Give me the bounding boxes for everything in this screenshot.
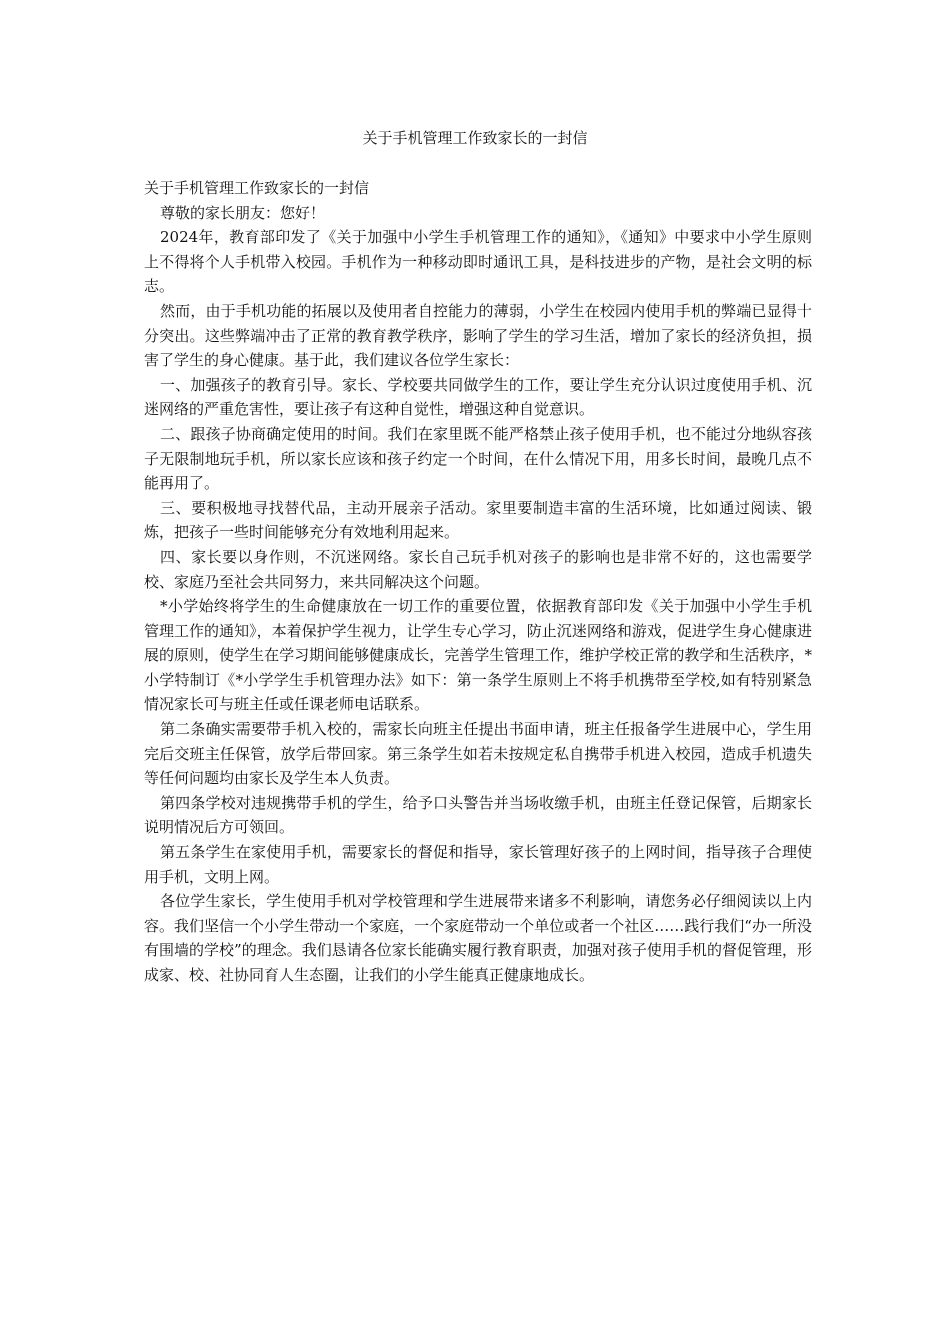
paragraph-school-policy: *小学始终将学生的生命健康放在一切工作的重要位置，依据教育部印发《关于加强中小学生手机管理工作的通知》，本着保护学生视力，让学生专心学习，防止沉迷网络和游戏，促进学生身心健康进展的原则，使学生在学习期间能够健康成长，完善学生管理工作，维护学校正常的教学和生活秩序，*小学特制订《*小学学生手机管理办法》如下：第一条学生原则上不将手机携带至学校,如有特别紧急情况家长可与班主任或任课老师电话联系。 [144, 597, 812, 714]
document-subtitle: 关于手机管理工作致家长的一封信 [144, 179, 370, 197]
paragraph-greeting: 尊敬的家长朋友：您好！ [160, 203, 326, 222]
paragraph-rule-4: 第四条学校对违规携带手机的学生，给予口头警告并当场收缴手机，由班主任登记保管，后期家长说明情况后方可领回。 [144, 793, 812, 837]
paragraph-suggestion-2: 二、跟孩子协商确定使用的时间。我们在家里既不能严格禁止孩子使用手机，也不能过分地纵容孩子无限制地玩手机，所以家长应该和孩子约定一个时间，在什么情况下用，用多长时间，最晚几点不能再用了。 [144, 424, 812, 493]
paragraph-suggestion-1: 一、加强孩子的教育引导。家长、学校要共同做学生的工作，要让学生充分认识过度使用手机、沉迷网络的严重危害性，要让孩子有这种自觉性，增强这种自觉意识。 [144, 375, 812, 419]
document-body [144, 176, 812, 988]
paragraph-suggestion-3: 三、要积极地寻找替代品，主动开展亲子活动。家里要制造丰富的生活环境，比如通过阅读、锻炼，把孩子一些时间能够充分有效地利用起来。 [144, 498, 812, 542]
paragraph-rule-5: 第五条学生在家使用手机，需要家长的督促和指导，家长管理好孩子的上网时间，指导孩子合理使用手机，文明上网。 [144, 843, 812, 886]
document-title: 关于手机管理工作致家长的一封信 [362, 129, 588, 147]
paragraph-closing: 各位学生家长，学生使用手机对学校管理和学生进展带来诸多不利影响，请您务必仔细阅读以上内容。我们坚信一个小学生带动一个家庭，一个家庭带动一个单位或者一个社区……践行我们“办一所没有围墙的学校”的理念。我们恳请各位家长能确实履行教育职责，加强对孩子使用手机的督促管理，形成家、校、社协同育人生态圈，让我们的小学生能真正健康地成长。 [144, 892, 812, 984]
paragraph-problem: 然而，由于手机功能的拓展以及使用者自控能力的薄弱，小学生在校园内使用手机的弊端已显得十分突出。这些弊端冲击了正常的教育教学秩序，影响了学生的学习生活，增加了家长的经济负担，损害了学生的身心健康。基于此，我们建议各位学生家长： [144, 301, 812, 370]
paragraph-rule-2-3: 第二条确实需要带手机入校的，需家长向班主任提出书面申请，班主任报备学生进展中心，学生用完后交班主任保管，放学后带回家。第三条学生如若未按规定私自携带手机进入校园，造成手机遗失等任何问题均由家长及学生本人负责。 [144, 720, 812, 788]
paragraph-suggestion-4: 四、家长要以身作则，不沉迷网络。家长自己玩手机对孩子的影响也是非常不好的，这也需要学校、家庭乃至社会共同努力，来共同解决这个问题。 [144, 547, 812, 591]
paragraph-intro: 2024年，教育部印发了《关于加强中小学生手机管理工作的通知》，《通知》中要求中小学生原则上不得将个人手机带入校园。手机作为一种移动即时通讯工具，是科技进步的产物，是社会文明的标志。 [144, 228, 812, 296]
